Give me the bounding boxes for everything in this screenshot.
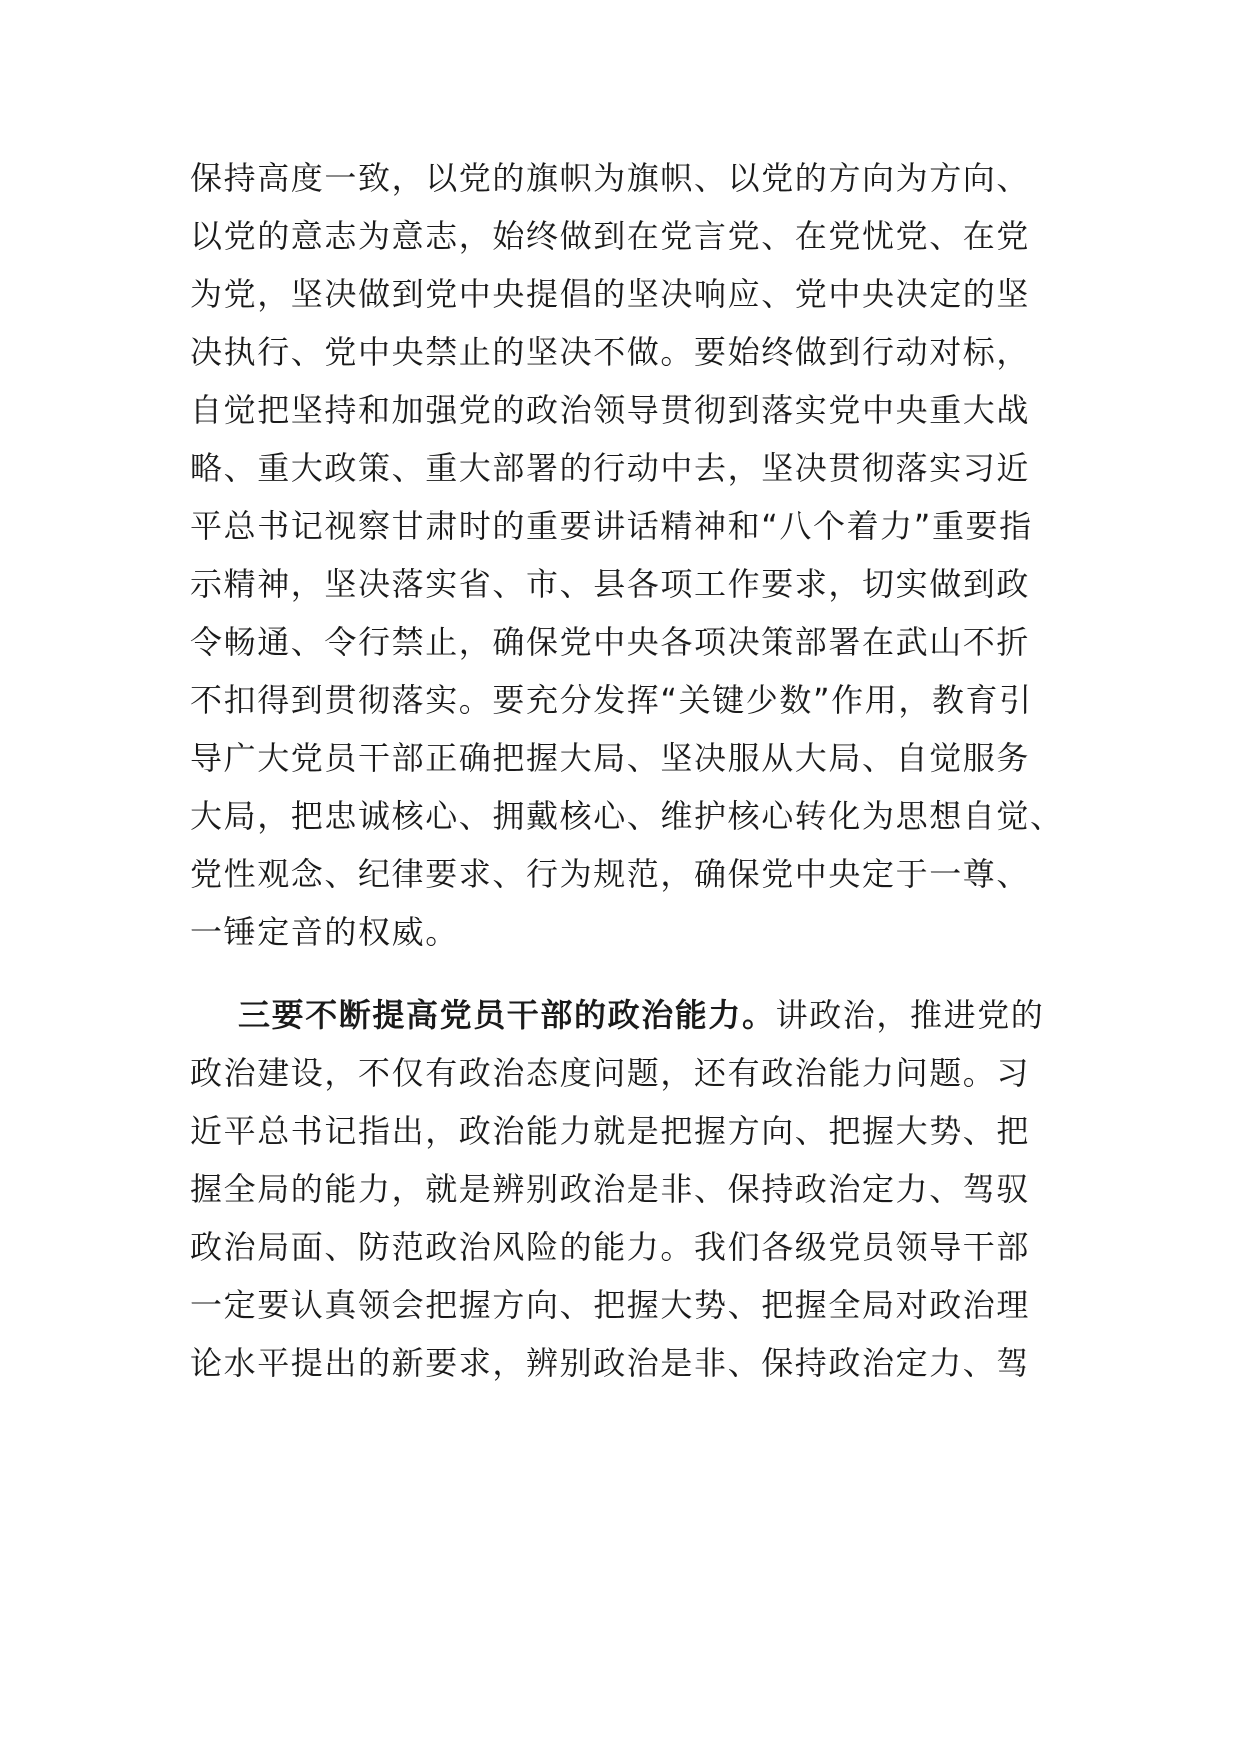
paragraph-first-line-text: 讲政治，推进党的 (775, 996, 1045, 1034)
text-line: 政治局面、防范政治风险的能力。我们各级党员领导干部 (190, 1228, 1031, 1266)
text-line: 令畅通、令行禁止，确保党中央各项决策部署在武山不折 (190, 623, 1031, 661)
text-line: 决执行、党中央禁止的坚决不做。要始终做到行动对标， (190, 333, 1031, 371)
text-line: 平总书记视察甘肃时的重要讲话精神和“八个着力”重要指 (190, 507, 1033, 545)
text-line: 以党的意志为意志，始终做到在党言党、在党忧党、在党 (190, 217, 1031, 255)
text-line: 略、重大政策、重大部署的行动中去，坚决贯彻落实习近 (190, 449, 1031, 487)
text-line: 近平总书记指出，政治能力就是把握方向、把握大势、把 (190, 1112, 1031, 1150)
paragraph-heading: 三要不断提高党员干部的政治能力。 (238, 996, 776, 1034)
text-line: 示精神，坚决落实省、市、县各项工作要求，切实做到政 (190, 565, 1031, 603)
text-line: 不扣得到贯彻落实。要充分发挥“关键少数”作用，教育引 (190, 681, 1033, 719)
paragraph-first-line (238, 995, 1070, 1035)
text-line: 大局，把忠诚核心、拥戴核心、维护核心转化为思想自觉、 (190, 797, 1064, 835)
text-line: 自觉把坚持和加强党的政治领导贯彻到落实党中央重大战 (190, 391, 1031, 429)
text-line: 党性观念、纪律要求、行为规范，确保党中央定于一尊、 (190, 855, 1031, 893)
text-line: 握全局的能力，就是辨别政治是非、保持政治定力、驾驭 (190, 1170, 1031, 1208)
text-line: 一定要认真领会把握方向、把握大势、把握全局对政治理 (190, 1286, 1031, 1324)
text-line: 导广大党员干部正确把握大局、坚决服从大局、自觉服务 (190, 739, 1031, 777)
text-line: 保持高度一致，以党的旗帜为旗帜、以党的方向为方向、 (190, 159, 1031, 197)
text-line: 论水平提出的新要求，辨别政治是非、保持政治定力、驾 (190, 1344, 1031, 1382)
text-line: 为党，坚决做到党中央提倡的坚决响应、党中央决定的坚 (190, 275, 1031, 313)
text-line: 政治建设，不仅有政治态度问题，还有政治能力问题。习 (190, 1054, 1031, 1092)
text-line: 一锤定音的权威。 (190, 913, 459, 951)
